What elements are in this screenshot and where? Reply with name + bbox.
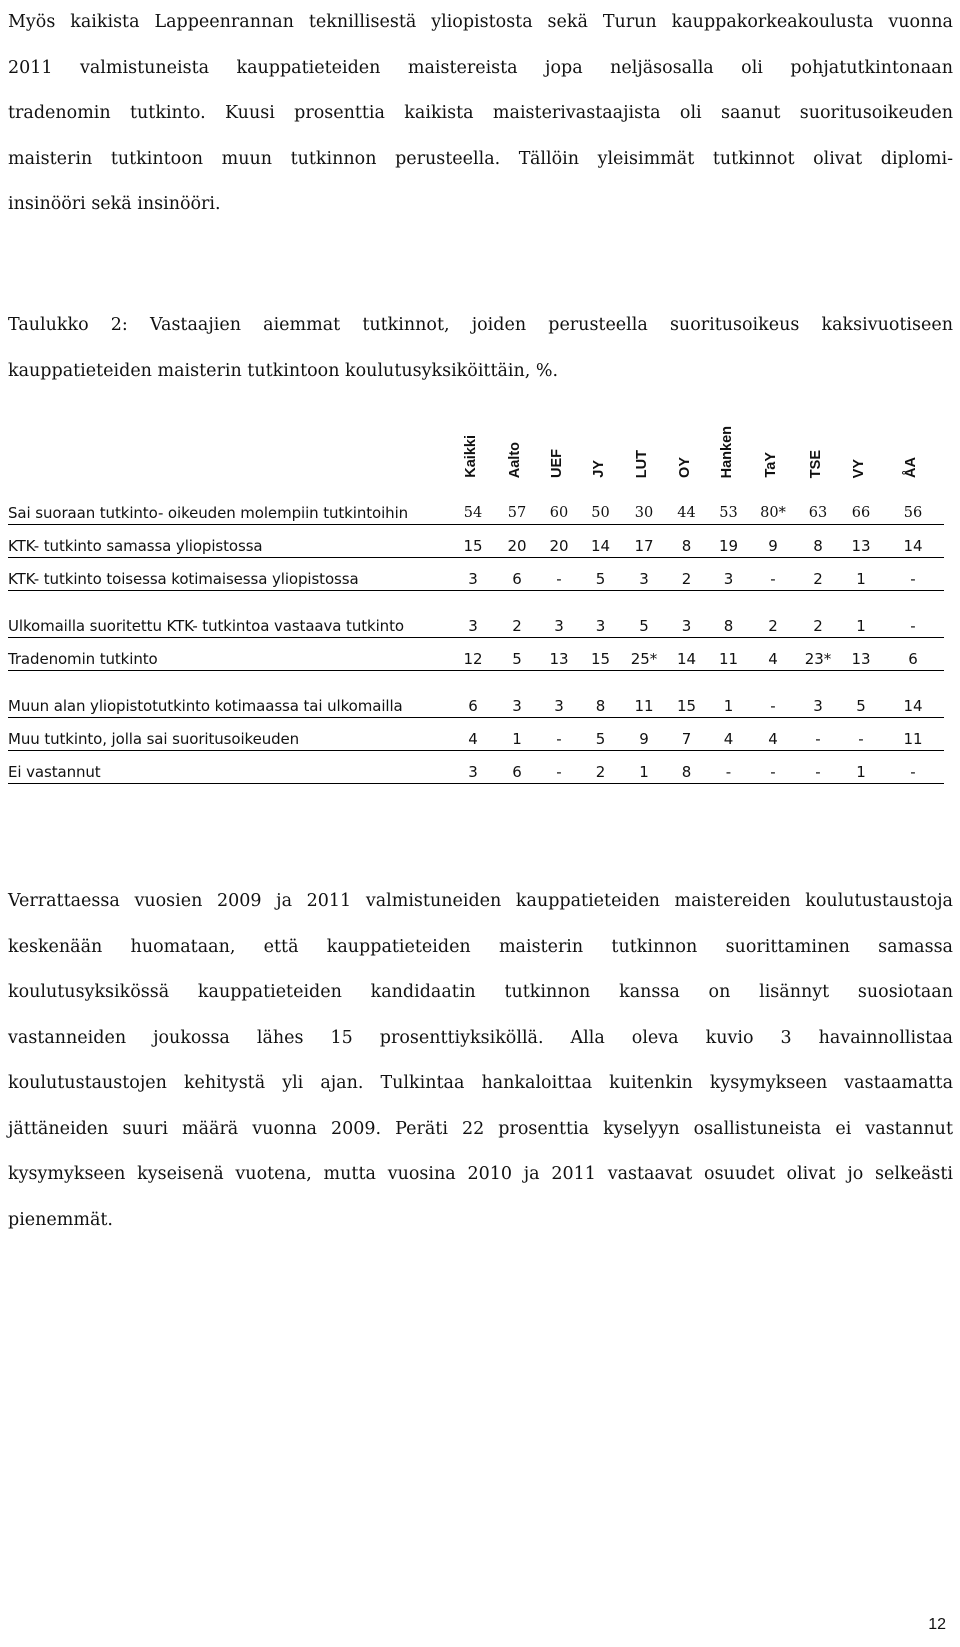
table-cell: 3: [579, 591, 622, 638]
column-header-kaikki: Kaikki: [463, 435, 479, 478]
column-header-jy: JY: [590, 460, 607, 478]
table-cell: 63: [796, 478, 840, 525]
table-cell: 50: [579, 478, 622, 525]
table-row: [8, 478, 944, 525]
table-cell: 15: [666, 671, 707, 718]
table-cell: 12: [451, 638, 495, 671]
table-row: [8, 751, 944, 784]
row-label: Sai suoraan tutkinto- oikeuden molempiin tutkintoihin: [8, 478, 451, 525]
table-cell: -: [539, 558, 579, 591]
table-cell: 6: [495, 558, 539, 591]
column-header-tay: TaY: [763, 452, 779, 478]
table-cell: 14: [882, 525, 944, 558]
row-label: Muun alan yliopistotutkinto kotimaassa tai ulkomailla: [8, 671, 451, 718]
table-cell: 13: [539, 638, 579, 671]
header-spacer: [8, 398, 451, 478]
table-cell: -: [882, 591, 944, 638]
table-cell: 2: [750, 591, 796, 638]
table-cell: 3: [666, 591, 707, 638]
table-cell: 56: [882, 478, 944, 525]
table-row: [8, 525, 944, 558]
text-line: keskenään huomataan, että kauppatieteiden maisterin tutkinnon suorittaminen samassa: [8, 936, 953, 957]
table-cell: 9: [750, 525, 796, 558]
column-header-uef: UEF: [549, 449, 565, 478]
column-header-hanken: Hanken: [718, 425, 735, 478]
text-line: maisterin tutkintoon muun tutkinnon perusteella. Tällöin yleisimmät tutkinnot olivat diplomi-: [8, 148, 953, 169]
table-cell: 3: [707, 558, 750, 591]
text-line: Myös kaikista Lappeenrannan teknillisestä yliopistosta sekä Turun kauppakorkeakoulusta vuonna: [8, 12, 953, 32]
table-cell: 6: [882, 638, 944, 671]
table-cell: -: [750, 751, 796, 784]
table-cell: 1: [495, 718, 539, 751]
table-cell: 14: [666, 638, 707, 671]
table-cell: 14: [882, 671, 944, 718]
table-cell: 2: [796, 558, 840, 591]
table-cell: 5: [622, 591, 666, 638]
table-cell: 19: [707, 525, 750, 558]
row-label: Muu tutkinto, jolla sai suoritusoikeuden: [8, 718, 451, 751]
column-header-aa: ÅA: [903, 457, 919, 478]
table-cell: 15: [451, 525, 495, 558]
text-line: koulutustaustojen kehitystä yli ajan. Tulkintaa hankaloittaa kuitenkin kysymykseen vastaamatta: [8, 1073, 953, 1093]
table-cell: 14: [579, 525, 622, 558]
table-cell: 9: [622, 718, 666, 751]
intro-paragraph: [8, 0, 953, 228]
table-cell: 4: [750, 638, 796, 671]
row-label: KTK- tutkinto samassa yliopistossa: [8, 525, 451, 558]
row-label: Ulkomailla suoritettu KTK- tutkintoa vastaava tutkinto: [8, 591, 451, 638]
table-cell: 2: [666, 558, 707, 591]
column-header-vy: VY: [851, 458, 867, 478]
text-line: tradenomin tutkinto. Kuusi prosenttia kaikista maisterivastaajista oli saanut suoritusoikeuden: [8, 103, 953, 123]
table-cell: 3: [451, 591, 495, 638]
table-cell: -: [750, 558, 796, 591]
table-cell: -: [796, 751, 840, 784]
table-cell: -: [796, 718, 840, 751]
table-cell: 20: [539, 525, 579, 558]
table-row: [8, 671, 944, 718]
column-header-lut: LUT: [634, 449, 650, 478]
table-cell: 57: [495, 478, 539, 525]
table-cell: 15: [579, 638, 622, 671]
table-cell: 8: [666, 751, 707, 784]
table-cell: 80*: [750, 478, 796, 525]
table-cell: 53: [707, 478, 750, 525]
table-cell: 66: [840, 478, 882, 525]
table-cell: -: [539, 751, 579, 784]
table-cell: 3: [539, 591, 579, 638]
header-row: [8, 398, 944, 478]
table-cell: 3: [451, 751, 495, 784]
table-cell: 60: [539, 478, 579, 525]
table-cell: 5: [579, 558, 622, 591]
table-cell: 20: [495, 525, 539, 558]
page-number: 12: [928, 1616, 946, 1633]
table-cell: 2: [495, 591, 539, 638]
caption-line: kauppatieteiden maisterin tutkintoon koulutusyksiköittäin, %.: [8, 360, 559, 381]
text-line: Verrattaessa vuosien 2009 ja 2011 valmistuneiden kauppatieteiden maistereiden koulutustaustoja: [8, 891, 953, 911]
table-cell: 3: [622, 558, 666, 591]
table-row: [8, 718, 944, 751]
table-row: [8, 591, 944, 638]
table-cell: 6: [495, 751, 539, 784]
table-row: [8, 638, 944, 671]
column-header-aalto: Aalto: [507, 441, 523, 478]
table-cell: 4: [707, 718, 750, 751]
table-cell: 11: [707, 638, 750, 671]
table-cell: -: [882, 751, 944, 784]
table-cell: 30: [622, 478, 666, 525]
table-cell: 3: [495, 671, 539, 718]
table-cell: 5: [579, 718, 622, 751]
table-cell: 1: [840, 591, 882, 638]
table-cell: 4: [451, 718, 495, 751]
table-cell: 1: [707, 671, 750, 718]
text-line: jättäneiden suuri määrä vuonna 2009. Peräti 22 prosenttia kyselyyn osallistuneista ei vastannut: [8, 1118, 953, 1139]
table-cell: 4: [750, 718, 796, 751]
table-cell: 8: [707, 591, 750, 638]
table-cell: 54: [451, 478, 495, 525]
table-cell: 3: [539, 671, 579, 718]
table-cell: 25*: [622, 638, 666, 671]
text-line: vastanneiden joukossa lähes 15 prosenttiyksiköllä. Alla oleva kuvio 3 havainnollistaa: [8, 1027, 953, 1048]
column-header-tse: TSE: [808, 449, 824, 478]
text-line: pienemmät.: [8, 1209, 113, 1230]
degrees-table: [8, 398, 944, 784]
table-cell: -: [840, 718, 882, 751]
table-cell: -: [750, 671, 796, 718]
table-cell: 2: [796, 591, 840, 638]
table-cell: 8: [796, 525, 840, 558]
table-cell: 44: [666, 478, 707, 525]
table-cell: 8: [579, 671, 622, 718]
table-cell: 23*: [796, 638, 840, 671]
table-cell: 8: [666, 525, 707, 558]
table-cell: 1: [622, 751, 666, 784]
row-label: KTK- tutkinto toisessa kotimaisessa yliopistossa: [8, 558, 451, 591]
text-line: koulutusyksikössä kauppatieteiden kandidaatin tutkinnon kanssa on lisännyt suosiotaan: [8, 982, 953, 1002]
column-header-oy: OY: [676, 457, 693, 478]
table-cell: 6: [451, 671, 495, 718]
table-cell: 5: [495, 638, 539, 671]
table-cell: 11: [882, 718, 944, 751]
table-cell: -: [882, 558, 944, 591]
table-cell: 5: [840, 671, 882, 718]
table-cell: 13: [840, 638, 882, 671]
text-line: insinööri sekä insinööri.: [8, 194, 221, 214]
text-line: kysymykseen kyseisenä vuotena, mutta vuosina 2010 ja 2011 vastaavat osuudet olivat jo selkeästi: [8, 1164, 953, 1184]
table-cell: 2: [579, 751, 622, 784]
table-cell: 3: [451, 558, 495, 591]
table-cell: 1: [840, 751, 882, 784]
table-caption: [8, 303, 953, 394]
caption-line: Taulukko 2: Vastaajien aiemmat tutkinnot, joiden perusteella suoritusoikeus kaksivuotiseen: [8, 315, 953, 335]
table-cell: 7: [666, 718, 707, 751]
table-cell: 17: [622, 525, 666, 558]
row-label: Tradenomin tutkinto: [8, 638, 451, 671]
analysis-paragraph: [8, 879, 953, 1243]
table-cell: 11: [622, 671, 666, 718]
table-cell: 13: [840, 525, 882, 558]
row-label: Ei vastannut: [8, 751, 451, 784]
table-cell: -: [539, 718, 579, 751]
table-cell: -: [707, 751, 750, 784]
table-row: [8, 558, 944, 591]
table-cell: 1: [840, 558, 882, 591]
table-cell: 3: [796, 671, 840, 718]
text-line: 2011 valmistuneista kauppatieteiden maistereista jopa neljäsosalla oli pohjatutkintonaan: [8, 57, 953, 78]
